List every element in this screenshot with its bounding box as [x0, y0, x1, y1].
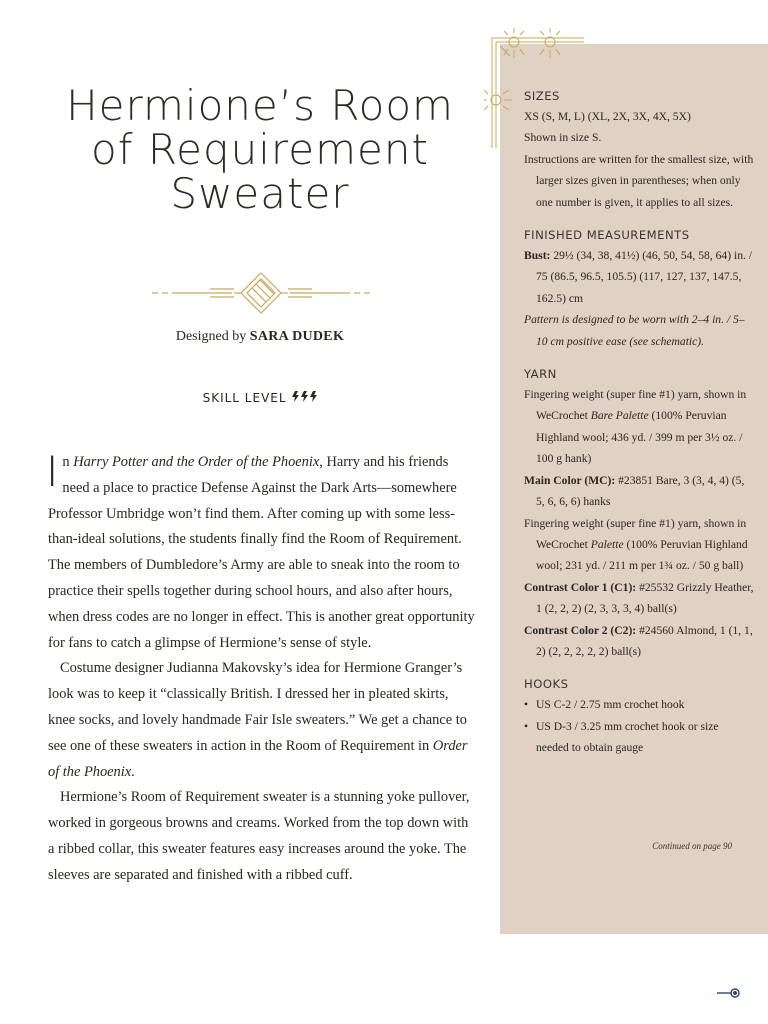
designer-credit — [60, 329, 460, 345]
p1-text-c: , Harry and his friends need a place to practice Defense Against the Dark Arts—somewhere Professor Umbridge won’t find them. After coming up with some less-than-ideal solutions, the students finally find the Room of Requirement. The members of Dumbledore’s Army are able to sneak into the room to practice their spells together during school hours, and also after hours, when dress codes are no longer in effect. This is another great opportunity for fans to catch a glimpse of Hermione’s sense of style. — [48, 454, 475, 651]
measurements-section — [524, 225, 754, 352]
designer-name: SARA DUDEK — [249, 329, 345, 344]
yarn1-text-c: (100% Peruvian Highland wool; 436 yd. / 399 m per 3½ oz. / 100 g hank) — [536, 409, 743, 466]
c2-value: #24560 Almond, 1 (1, 1, 2) (2, 2, 2, 2, 2) ball(s) — [536, 623, 753, 658]
contrast-color-2 — [524, 620, 754, 663]
p2-text-c: . — [131, 763, 135, 780]
drop-cap: I — [46, 447, 59, 496]
bolt-icon — [291, 394, 317, 405]
sizes-heading: SIZES — [524, 89, 560, 103]
sizes-instructions: Instructions are written for the smallest size, with larger sizes given in parentheses; when only one number is given, it applies to all sizes. — [524, 152, 754, 209]
p1-text-a: n — [62, 454, 74, 470]
mc-value: #23851 Bare, 3 (3, 4, 4) (5, 5, 6, 6, 6) hanks — [536, 473, 745, 509]
sizes-list: XS (S, M, L) (XL, 2X, 3X, 4X, 5X) — [524, 110, 691, 123]
skill-level — [60, 391, 460, 405]
sizes-section — [524, 86, 754, 213]
list-item: • US C-2 / 2.75 mm crochet hook — [524, 694, 754, 715]
skill-level-label: SKILL LEVEL — [202, 391, 287, 405]
paragraph-3: Hermione’s Room of Requirement sweater is a stunning yoke pullover, worked in gorgeous browns and creams. Worked from the top down with a ribbed collar, this sweater features easy increases around the yoke. The sleeves are separated and finished with a ribbed cuff. — [48, 789, 470, 883]
list-item: • US D-3 / 3.25 mm crochet hook or size needed to obtain gauge — [524, 716, 754, 759]
mc-label: Main Color (MC): — [524, 473, 616, 487]
p2-text-a: Costume designer Judianna Makovsky’s idea for Hermione Granger’s look was to keep it “classically British. I dressed her in pleated skirts, knee socks, and lovely handmade Fair Isle sweaters.” We get a chance to see one of these sweaters in action in the Room of Requirement in — [48, 660, 467, 754]
page-title: Hermione’s Room of Requirement Sweater — [66, 81, 454, 218]
main-color — [524, 470, 754, 513]
hooks-list — [524, 694, 754, 758]
yarn-palette — [524, 513, 754, 577]
article-body — [46, 447, 476, 889]
contrast-color-1 — [524, 577, 754, 620]
bust-label: Bust: — [524, 249, 551, 263]
paragraph-1 — [46, 447, 476, 656]
bust-value: 29½ (34, 38, 41½) (46, 50, 54, 58, 64) in. / 75 (86.5, 96.5, 105.5) (117, 127, 137, 147.5, 162.5) cm — [536, 249, 753, 305]
yarn1-text-a: Fingering weight (super fine #1) yarn, shown in WeCrochet — [524, 388, 747, 423]
yarn2-name: Palette — [590, 537, 624, 551]
hooks-section — [524, 674, 754, 758]
yarn-section — [524, 364, 754, 662]
yarn1-name: Bare Palette — [590, 409, 649, 423]
lightning-bolts-icon — [291, 391, 317, 402]
yarn-bare-palette — [524, 384, 754, 470]
sizes-shown: Shown in size S. — [524, 131, 602, 145]
book-title-phoenix: Harry Potter and the Order of the Phoenix — [73, 454, 320, 470]
c2-label: Contrast Color 2 (C2): — [524, 623, 637, 637]
art-deco-divider-ornament — [150, 270, 372, 316]
pattern-details — [524, 86, 754, 771]
yarn-heading: YARN — [524, 367, 557, 382]
measurements-heading: FINISHED MEASUREMENTS — [524, 228, 690, 243]
book-title-order: Order of the Phoenix — [48, 737, 468, 780]
ease-note — [524, 309, 754, 352]
designer-prefix: Designed by — [175, 329, 250, 344]
bust-measurement — [524, 245, 754, 309]
paragraph-2 — [48, 656, 476, 785]
ease-note-text: Pattern is designed to be worn with 2–4 in. / 5–10 cm positive ease (see schematic). — [524, 313, 745, 348]
hooks-heading: HOOKS — [524, 677, 569, 692]
page-marker-icon — [717, 986, 741, 1000]
yarn2-text-c: (100% Peruvian Highland wool; 231 yd. / 211 m per 1¾ oz. / 50 g ball) — [536, 537, 748, 573]
yarn2-text-a: Fingering weight (super fine #1) yarn, shown in WeCrochet — [524, 516, 747, 551]
c1-value: #25532 Grizzly Heather, 1 (2, 2, 2) (2, 3, 3, 3, 4) ball(s) — [536, 580, 754, 616]
continued-note: Continued on page 90 — [652, 841, 732, 851]
c1-label: Contrast Color 1 (C1): — [524, 580, 637, 594]
